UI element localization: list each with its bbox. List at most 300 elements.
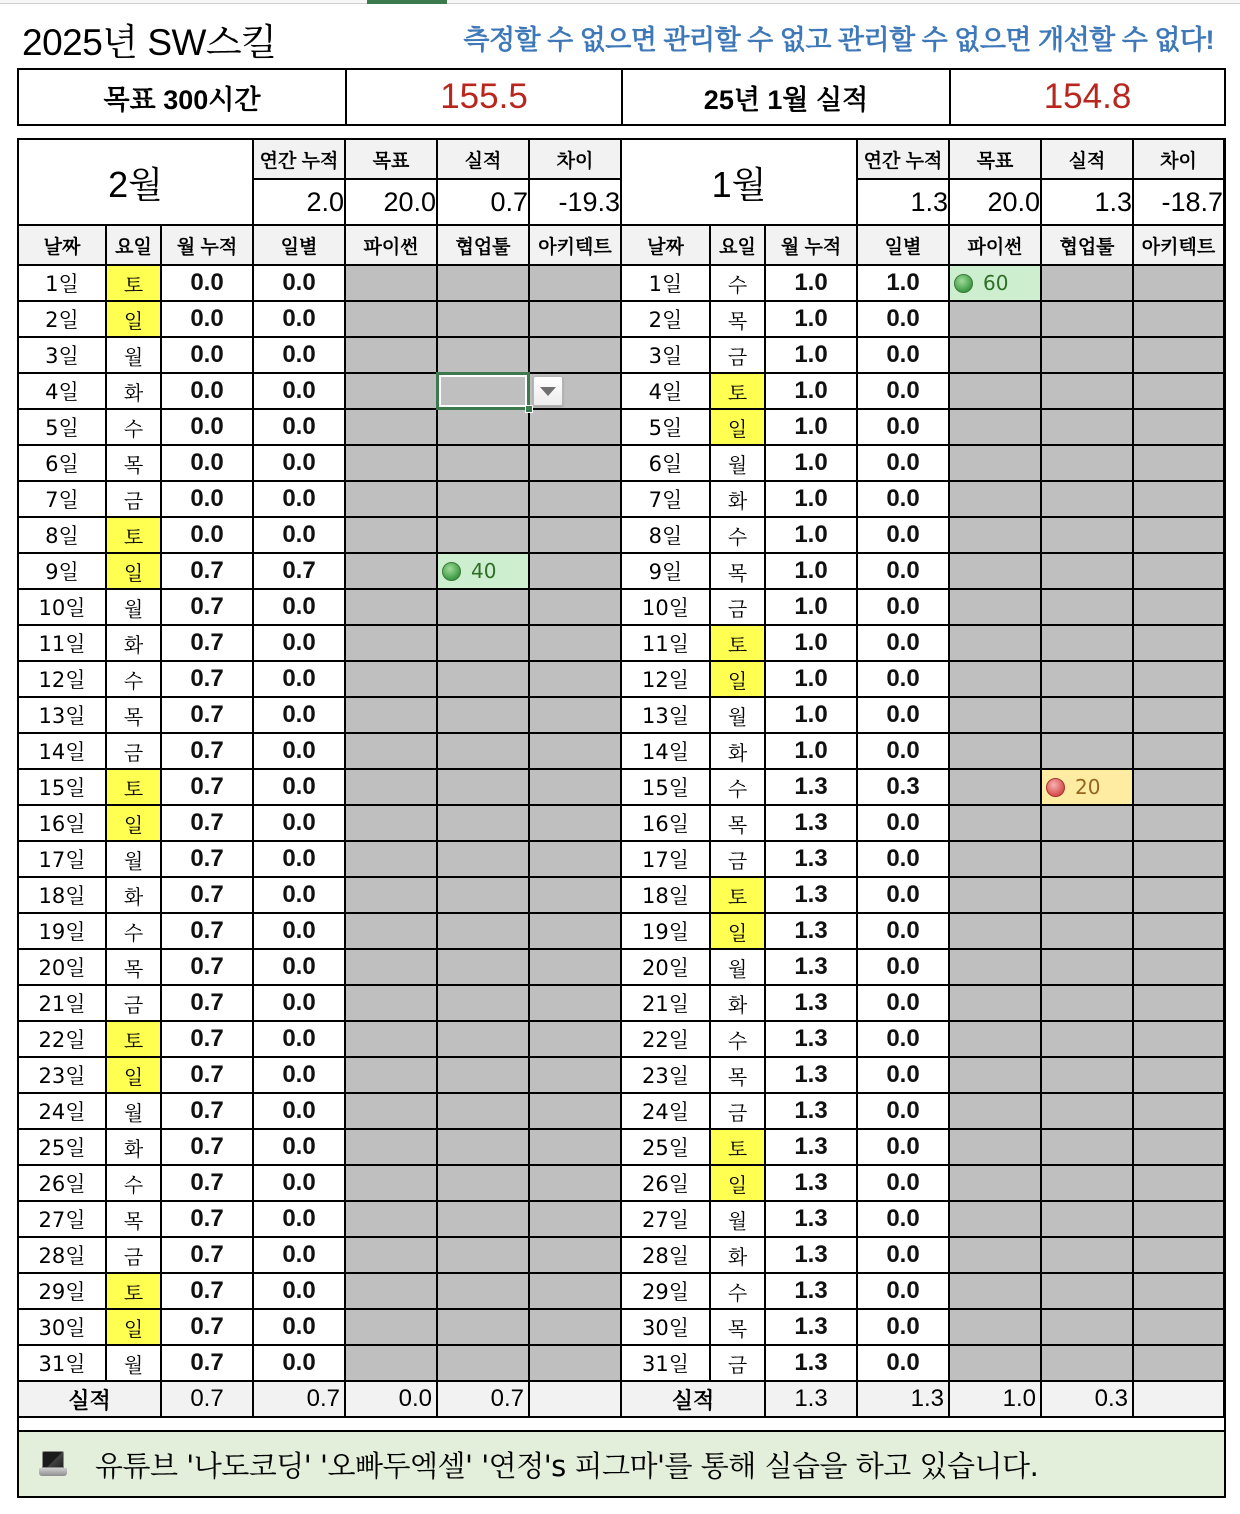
skill-cell-architect[interactable]: [530, 1022, 622, 1058]
skill-cell-python[interactable]: [950, 1202, 1042, 1238]
skill-cell-collab[interactable]: [1042, 1274, 1134, 1310]
total-label[interactable]: [622, 1382, 766, 1418]
daily-cell[interactable]: [858, 842, 950, 878]
daily-cell[interactable]: [254, 446, 346, 482]
month-cumulative-cell[interactable]: [162, 446, 254, 482]
month-cumulative-cell[interactable]: [162, 1310, 254, 1346]
skill-cell-architect[interactable]: [530, 698, 622, 734]
daily-cell[interactable]: [858, 698, 950, 734]
daily-cell[interactable]: [254, 1130, 346, 1166]
stat-header-annual_cum[interactable]: [858, 140, 950, 180]
daily-cell[interactable]: [254, 1094, 346, 1130]
result-value-cell[interactable]: [951, 70, 1224, 124]
date-cell[interactable]: [622, 1346, 711, 1382]
daily-cell[interactable]: [254, 374, 346, 410]
month-cumulative-cell[interactable]: [162, 1022, 254, 1058]
month-cumulative-cell[interactable]: [162, 842, 254, 878]
weekday-cell[interactable]: [711, 1094, 766, 1130]
daily-cell[interactable]: [858, 446, 950, 482]
skill-cell-python[interactable]: [346, 266, 438, 302]
skill-cell-collab[interactable]: [1042, 518, 1134, 554]
skill-cell-collab[interactable]: [438, 626, 530, 662]
skill-cell-python[interactable]: [950, 1130, 1042, 1166]
skill-cell-architect[interactable]: [1134, 662, 1225, 698]
date-cell[interactable]: [19, 1202, 107, 1238]
date-cell[interactable]: [622, 590, 711, 626]
skill-cell-collab[interactable]: [1042, 662, 1134, 698]
skill-cell-python[interactable]: [346, 842, 438, 878]
weekday-cell[interactable]: [107, 1058, 162, 1094]
weekday-cell[interactable]: [107, 1166, 162, 1202]
daily-cell[interactable]: [254, 1274, 346, 1310]
date-cell[interactable]: [19, 410, 107, 446]
skill-cell-python[interactable]: [346, 1022, 438, 1058]
daily-cell[interactable]: [254, 302, 346, 338]
skill-cell-collab[interactable]: [1042, 842, 1134, 878]
skill-cell-collab[interactable]: [1042, 1022, 1134, 1058]
weekday-cell[interactable]: [107, 698, 162, 734]
date-cell[interactable]: [19, 1346, 107, 1382]
daily-cell[interactable]: [858, 626, 950, 662]
month-cumulative-cell[interactable]: [766, 554, 858, 590]
weekday-cell[interactable]: [711, 806, 766, 842]
skill-cell-collab[interactable]: [1042, 554, 1134, 590]
month-cumulative-cell[interactable]: [766, 302, 858, 338]
date-cell[interactable]: [622, 806, 711, 842]
column-header-collab[interactable]: [438, 226, 530, 266]
skill-cell-architect[interactable]: [530, 266, 622, 302]
weekday-cell[interactable]: [711, 626, 766, 662]
date-cell[interactable]: [19, 842, 107, 878]
date-cell[interactable]: [19, 1274, 107, 1310]
skill-cell-architect[interactable]: [1134, 806, 1225, 842]
daily-cell[interactable]: [858, 338, 950, 374]
date-cell[interactable]: [19, 698, 107, 734]
weekday-cell[interactable]: [107, 1202, 162, 1238]
skill-cell-collab[interactable]: [1042, 302, 1134, 338]
month-cumulative-cell[interactable]: [162, 1130, 254, 1166]
skill-cell-architect[interactable]: [1134, 1238, 1225, 1274]
weekday-cell[interactable]: [107, 446, 162, 482]
weekday-cell[interactable]: [711, 1058, 766, 1094]
month-cumulative-cell[interactable]: [162, 1202, 254, 1238]
skill-cell-architect[interactable]: [1134, 590, 1225, 626]
weekday-cell[interactable]: [711, 590, 766, 626]
skill-cell-collab[interactable]: [1042, 590, 1134, 626]
weekday-cell[interactable]: [107, 1274, 162, 1310]
stat-value-annual_cum[interactable]: [254, 180, 346, 226]
skill-cell-collab[interactable]: [1042, 410, 1134, 446]
skill-cell-python[interactable]: [346, 482, 438, 518]
skill-cell-architect[interactable]: [530, 518, 622, 554]
skill-cell-python[interactable]: [346, 1094, 438, 1130]
skill-cell-collab[interactable]: [438, 806, 530, 842]
stat-value-target[interactable]: [950, 180, 1042, 226]
daily-cell[interactable]: [858, 950, 950, 986]
skill-cell-architect[interactable]: [1134, 554, 1225, 590]
date-cell[interactable]: [19, 1022, 107, 1058]
stat-value-actual[interactable]: [1042, 180, 1134, 226]
month-cumulative-cell[interactable]: [766, 626, 858, 662]
date-cell[interactable]: [19, 626, 107, 662]
skill-cell-python[interactable]: [950, 806, 1042, 842]
skill-cell-collab[interactable]: [438, 590, 530, 626]
daily-cell[interactable]: [254, 1202, 346, 1238]
stat-value-diff[interactable]: [530, 180, 622, 226]
daily-cell[interactable]: [858, 1130, 950, 1166]
skill-cell-python[interactable]: [346, 986, 438, 1022]
skill-cell-python[interactable]: [346, 590, 438, 626]
total-label[interactable]: [19, 1382, 162, 1418]
daily-cell[interactable]: [254, 518, 346, 554]
skill-cell-collab[interactable]: [438, 338, 530, 374]
skill-cell-architect[interactable]: [530, 302, 622, 338]
skill-cell-collab[interactable]: [1042, 446, 1134, 482]
skill-cell-python[interactable]: [950, 626, 1042, 662]
skill-cell-architect[interactable]: [530, 986, 622, 1022]
stat-header-actual[interactable]: [1042, 140, 1134, 180]
daily-cell[interactable]: [858, 1166, 950, 1202]
skill-cell-python[interactable]: [346, 1238, 438, 1274]
skill-cell-python[interactable]: [950, 338, 1042, 374]
daily-cell[interactable]: [254, 806, 346, 842]
skill-cell-python[interactable]: [346, 554, 438, 590]
skill-cell-architect[interactable]: [1134, 482, 1225, 518]
daily-cell[interactable]: [254, 914, 346, 950]
date-cell[interactable]: [19, 878, 107, 914]
weekday-cell[interactable]: [711, 554, 766, 590]
stat-value-target[interactable]: [346, 180, 438, 226]
skill-cell-collab[interactable]: [1042, 1310, 1134, 1346]
date-cell[interactable]: [19, 986, 107, 1022]
date-cell[interactable]: [622, 1130, 711, 1166]
daily-cell[interactable]: [858, 1274, 950, 1310]
skill-cell-python[interactable]: [346, 446, 438, 482]
column-header-date[interactable]: [19, 226, 107, 266]
month-cumulative-cell[interactable]: [766, 770, 858, 806]
month-cumulative-cell[interactable]: [162, 266, 254, 302]
skill-cell-python[interactable]: [346, 806, 438, 842]
weekday-cell[interactable]: [711, 878, 766, 914]
month-cumulative-cell[interactable]: [162, 374, 254, 410]
column-header-daily[interactable]: [858, 226, 950, 266]
skill-cell-architect[interactable]: [530, 770, 622, 806]
skill-cell-python[interactable]: [346, 698, 438, 734]
skill-cell-architect[interactable]: [1134, 410, 1225, 446]
month-cumulative-cell[interactable]: [766, 1094, 858, 1130]
skill-cell-collab[interactable]: [1042, 806, 1134, 842]
total-python[interactable]: [950, 1382, 1042, 1418]
skill-cell-python[interactable]: [346, 1058, 438, 1094]
daily-cell[interactable]: [858, 914, 950, 950]
daily-cell[interactable]: [858, 734, 950, 770]
weekday-cell[interactable]: [711, 446, 766, 482]
skill-cell-python[interactable]: [950, 662, 1042, 698]
month-cumulative-cell[interactable]: [162, 950, 254, 986]
month-cumulative-cell[interactable]: [162, 1274, 254, 1310]
skill-cell-architect[interactable]: [1134, 302, 1225, 338]
stat-value-actual[interactable]: [438, 180, 530, 226]
daily-cell[interactable]: [254, 1346, 346, 1382]
skill-cell-collab[interactable]: [438, 1166, 530, 1202]
skill-cell-architect[interactable]: [1134, 1202, 1225, 1238]
goal-value-cell[interactable]: [347, 70, 623, 124]
weekday-cell[interactable]: [107, 1346, 162, 1382]
daily-cell[interactable]: [858, 1058, 950, 1094]
daily-cell[interactable]: [254, 1022, 346, 1058]
month-cumulative-cell[interactable]: [766, 1238, 858, 1274]
month-cumulative-cell[interactable]: [766, 1058, 858, 1094]
date-cell[interactable]: [622, 1166, 711, 1202]
date-cell[interactable]: [622, 1274, 711, 1310]
skill-cell-collab[interactable]: [1042, 1346, 1134, 1382]
daily-cell[interactable]: [858, 302, 950, 338]
score-cell-collab[interactable]: [1042, 770, 1134, 806]
date-cell[interactable]: [622, 482, 711, 518]
daily-cell[interactable]: [858, 1094, 950, 1130]
daily-cell[interactable]: [254, 878, 346, 914]
column-header-daily[interactable]: [254, 226, 346, 266]
weekday-cell[interactable]: [107, 806, 162, 842]
skill-cell-collab[interactable]: [1042, 338, 1134, 374]
total-month-cumulative[interactable]: [766, 1382, 858, 1418]
skill-cell-architect[interactable]: [1134, 1022, 1225, 1058]
skill-cell-python[interactable]: [346, 1130, 438, 1166]
month-cumulative-cell[interactable]: [162, 590, 254, 626]
skill-cell-collab[interactable]: [1042, 266, 1134, 302]
skill-cell-collab[interactable]: [1042, 734, 1134, 770]
skill-cell-collab[interactable]: [438, 1310, 530, 1346]
daily-cell[interactable]: [254, 626, 346, 662]
skill-cell-architect[interactable]: [1134, 446, 1225, 482]
date-cell[interactable]: [622, 1202, 711, 1238]
skill-cell-architect[interactable]: [530, 626, 622, 662]
date-cell[interactable]: [622, 1022, 711, 1058]
skill-cell-architect[interactable]: [1134, 1166, 1225, 1202]
skill-cell-python[interactable]: [346, 1166, 438, 1202]
weekday-cell[interactable]: [107, 1022, 162, 1058]
stat-header-target[interactable]: [950, 140, 1042, 180]
date-cell[interactable]: [19, 554, 107, 590]
skill-cell-architect[interactable]: [1134, 266, 1225, 302]
skill-cell-python[interactable]: [950, 554, 1042, 590]
skill-cell-architect[interactable]: [530, 338, 622, 374]
weekday-cell[interactable]: [107, 338, 162, 374]
month-cumulative-cell[interactable]: [766, 986, 858, 1022]
skill-cell-architect[interactable]: [530, 554, 622, 590]
stat-header-actual[interactable]: [438, 140, 530, 180]
daily-cell[interactable]: [254, 986, 346, 1022]
weekday-cell[interactable]: [107, 734, 162, 770]
skill-cell-python[interactable]: [346, 914, 438, 950]
daily-cell[interactable]: [254, 842, 346, 878]
total-collab[interactable]: [1042, 1382, 1134, 1418]
skill-cell-python[interactable]: [346, 734, 438, 770]
skill-cell-collab[interactable]: [1042, 950, 1134, 986]
skill-cell-collab[interactable]: [438, 302, 530, 338]
month-cumulative-cell[interactable]: [162, 734, 254, 770]
daily-cell[interactable]: [858, 518, 950, 554]
weekday-cell[interactable]: [107, 770, 162, 806]
result-label-cell[interactable]: [623, 70, 951, 124]
column-header-month_cum[interactable]: [162, 226, 254, 266]
date-cell[interactable]: [622, 518, 711, 554]
skill-cell-python[interactable]: [950, 482, 1042, 518]
daily-cell[interactable]: [254, 338, 346, 374]
skill-cell-python[interactable]: [950, 1274, 1042, 1310]
weekday-cell[interactable]: [711, 518, 766, 554]
skill-cell-architect[interactable]: [530, 806, 622, 842]
month-cumulative-cell[interactable]: [766, 338, 858, 374]
skill-cell-python[interactable]: [346, 1346, 438, 1382]
weekday-cell[interactable]: [107, 266, 162, 302]
date-cell[interactable]: [19, 950, 107, 986]
skill-cell-architect[interactable]: [530, 410, 622, 446]
date-cell[interactable]: [622, 374, 711, 410]
daily-cell[interactable]: [254, 590, 346, 626]
skill-cell-architect[interactable]: [530, 878, 622, 914]
date-cell[interactable]: [19, 662, 107, 698]
skill-cell-python[interactable]: [346, 374, 438, 410]
month-cumulative-cell[interactable]: [162, 626, 254, 662]
weekday-cell[interactable]: [711, 410, 766, 446]
date-cell[interactable]: [622, 1238, 711, 1274]
weekday-cell[interactable]: [711, 770, 766, 806]
skill-cell-python[interactable]: [346, 950, 438, 986]
weekday-cell[interactable]: [107, 626, 162, 662]
skill-cell-python[interactable]: [950, 518, 1042, 554]
column-header-dow[interactable]: [107, 226, 162, 266]
skill-cell-collab[interactable]: [1042, 878, 1134, 914]
daily-cell[interactable]: [254, 734, 346, 770]
weekday-cell[interactable]: [711, 1238, 766, 1274]
skill-cell-python[interactable]: [950, 1166, 1042, 1202]
weekday-cell[interactable]: [107, 986, 162, 1022]
weekday-cell[interactable]: [711, 734, 766, 770]
skill-cell-collab[interactable]: [1042, 482, 1134, 518]
daily-cell[interactable]: [254, 554, 346, 590]
date-cell[interactable]: [622, 446, 711, 482]
date-cell[interactable]: [622, 878, 711, 914]
skill-cell-collab[interactable]: [1042, 914, 1134, 950]
skill-cell-architect[interactable]: [1134, 518, 1225, 554]
daily-cell[interactable]: [858, 1310, 950, 1346]
skill-cell-architect[interactable]: [1134, 1130, 1225, 1166]
month-cumulative-cell[interactable]: [162, 770, 254, 806]
month-cumulative-cell[interactable]: [766, 410, 858, 446]
date-cell[interactable]: [19, 1130, 107, 1166]
skill-cell-architect[interactable]: [1134, 1094, 1225, 1130]
month-cumulative-cell[interactable]: [162, 1058, 254, 1094]
date-cell[interactable]: [622, 734, 711, 770]
skill-cell-collab[interactable]: [438, 914, 530, 950]
skill-cell-python[interactable]: [950, 698, 1042, 734]
weekday-cell[interactable]: [107, 878, 162, 914]
date-cell[interactable]: [19, 806, 107, 842]
weekday-cell[interactable]: [107, 482, 162, 518]
weekday-cell[interactable]: [711, 338, 766, 374]
date-cell[interactable]: [622, 950, 711, 986]
skill-cell-python[interactable]: [950, 1238, 1042, 1274]
weekday-cell[interactable]: [107, 1094, 162, 1130]
weekday-cell[interactable]: [107, 554, 162, 590]
date-cell[interactable]: [622, 338, 711, 374]
column-header-python[interactable]: [346, 226, 438, 266]
skill-cell-collab[interactable]: [1042, 1058, 1134, 1094]
daily-cell[interactable]: [858, 986, 950, 1022]
daily-cell[interactable]: [858, 1346, 950, 1382]
weekday-cell[interactable]: [711, 266, 766, 302]
month-cumulative-cell[interactable]: [766, 1130, 858, 1166]
daily-cell[interactable]: [858, 554, 950, 590]
month-cumulative-cell[interactable]: [766, 1310, 858, 1346]
daily-cell[interactable]: [254, 1310, 346, 1346]
daily-cell[interactable]: [858, 410, 950, 446]
skill-cell-python[interactable]: [346, 410, 438, 446]
daily-cell[interactable]: [254, 482, 346, 518]
date-cell[interactable]: [622, 986, 711, 1022]
month-cumulative-cell[interactable]: [766, 698, 858, 734]
skill-cell-architect[interactable]: [1134, 338, 1225, 374]
month-cumulative-cell[interactable]: [162, 518, 254, 554]
skill-cell-python[interactable]: [950, 1058, 1042, 1094]
skill-cell-collab[interactable]: [438, 1130, 530, 1166]
weekday-cell[interactable]: [107, 950, 162, 986]
skill-cell-python[interactable]: [950, 1022, 1042, 1058]
skill-cell-python[interactable]: [346, 1202, 438, 1238]
skill-cell-architect[interactable]: [1134, 914, 1225, 950]
weekday-cell[interactable]: [107, 1130, 162, 1166]
skill-cell-python[interactable]: [950, 842, 1042, 878]
skill-cell-python[interactable]: [346, 518, 438, 554]
date-cell[interactable]: [622, 626, 711, 662]
month-cumulative-cell[interactable]: [162, 806, 254, 842]
month-cumulative-cell[interactable]: [766, 878, 858, 914]
skill-cell-collab[interactable]: [1042, 1166, 1134, 1202]
skill-cell-architect[interactable]: [530, 914, 622, 950]
month-label[interactable]: [622, 140, 858, 226]
skill-cell-architect[interactable]: [530, 1166, 622, 1202]
skill-cell-collab[interactable]: [438, 734, 530, 770]
daily-cell[interactable]: [254, 698, 346, 734]
stat-header-annual_cum[interactable]: [254, 140, 346, 180]
month-cumulative-cell[interactable]: [162, 482, 254, 518]
skill-cell-collab[interactable]: [1042, 1094, 1134, 1130]
daily-cell[interactable]: [858, 374, 950, 410]
skill-cell-collab[interactable]: [438, 482, 530, 518]
weekday-cell[interactable]: [711, 698, 766, 734]
skill-cell-collab[interactable]: [438, 410, 530, 446]
dropdown-button[interactable]: [533, 376, 563, 406]
date-cell[interactable]: [622, 410, 711, 446]
date-cell[interactable]: [19, 266, 107, 302]
skill-cell-python[interactable]: [346, 338, 438, 374]
stat-header-diff[interactable]: [1134, 140, 1225, 180]
month-cumulative-cell[interactable]: [162, 410, 254, 446]
weekday-cell[interactable]: [711, 1166, 766, 1202]
weekday-cell[interactable]: [711, 1202, 766, 1238]
score-cell-collab[interactable]: [438, 554, 530, 590]
score-cell-python[interactable]: [950, 266, 1042, 302]
daily-cell[interactable]: [858, 662, 950, 698]
fill-handle[interactable]: [525, 405, 533, 413]
month-cumulative-cell[interactable]: [766, 266, 858, 302]
skill-cell-architect[interactable]: [530, 734, 622, 770]
weekday-cell[interactable]: [711, 1130, 766, 1166]
weekday-cell[interactable]: [711, 914, 766, 950]
skill-cell-python[interactable]: [950, 590, 1042, 626]
month-label[interactable]: [19, 140, 254, 226]
